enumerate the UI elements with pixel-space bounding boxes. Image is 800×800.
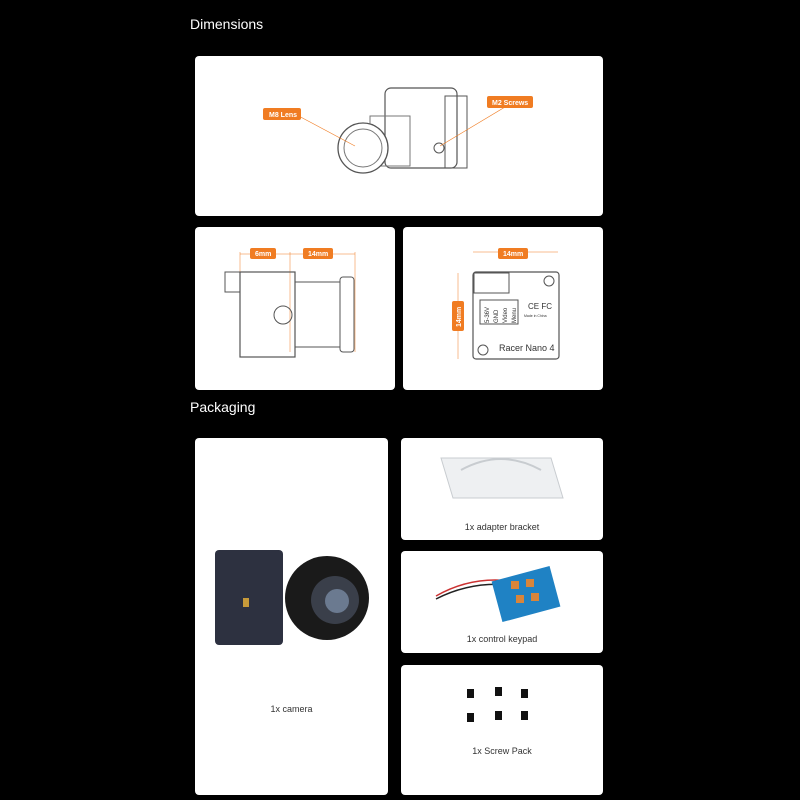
lens-label: M8 Lens — [269, 112, 298, 119]
keypad-caption: 1x control keypad — [466, 634, 538, 644]
bracket-caption: 1x adapter bracket — [464, 522, 540, 532]
packaging-heading: Packaging — [190, 399, 256, 415]
back-height-label: 14mm — [456, 306, 463, 327]
package-item-bracket — [401, 438, 603, 540]
camera-side-drawing — [195, 227, 395, 390]
dimensions-heading: Dimensions — [190, 16, 264, 32]
bracket-photo — [401, 438, 603, 518]
pin-3: Video — [503, 307, 509, 323]
side-14mm-label: 14mm — [308, 251, 329, 258]
back-width-label: 14mm — [503, 251, 524, 258]
dimension-side-view — [195, 227, 395, 390]
package-item-camera — [195, 438, 388, 795]
screws-label: M2 Screws — [492, 100, 529, 107]
pin-1: 5-36V — [485, 306, 491, 323]
camera-caption: 1x camera — [270, 704, 313, 714]
screws-photo — [401, 665, 603, 735]
pin-2: GND — [494, 309, 500, 323]
camera-back-drawing — [403, 227, 603, 390]
dimension-back-view — [403, 227, 603, 390]
made-in-label: Made in China — [524, 314, 547, 318]
model-label: Racer Nano 4 — [499, 343, 555, 353]
dimension-iso-view — [195, 56, 603, 216]
pin-4: Menu — [512, 307, 518, 323]
package-item-keypad — [401, 551, 603, 653]
package-item-screws — [401, 665, 603, 795]
side-6mm-label: 6mm — [255, 251, 272, 258]
camera-iso-drawing — [195, 56, 603, 216]
cert-marks: CE FC — [528, 302, 552, 311]
screws-caption: 1x Screw Pack — [472, 746, 532, 756]
keypad-photo — [401, 551, 603, 631]
